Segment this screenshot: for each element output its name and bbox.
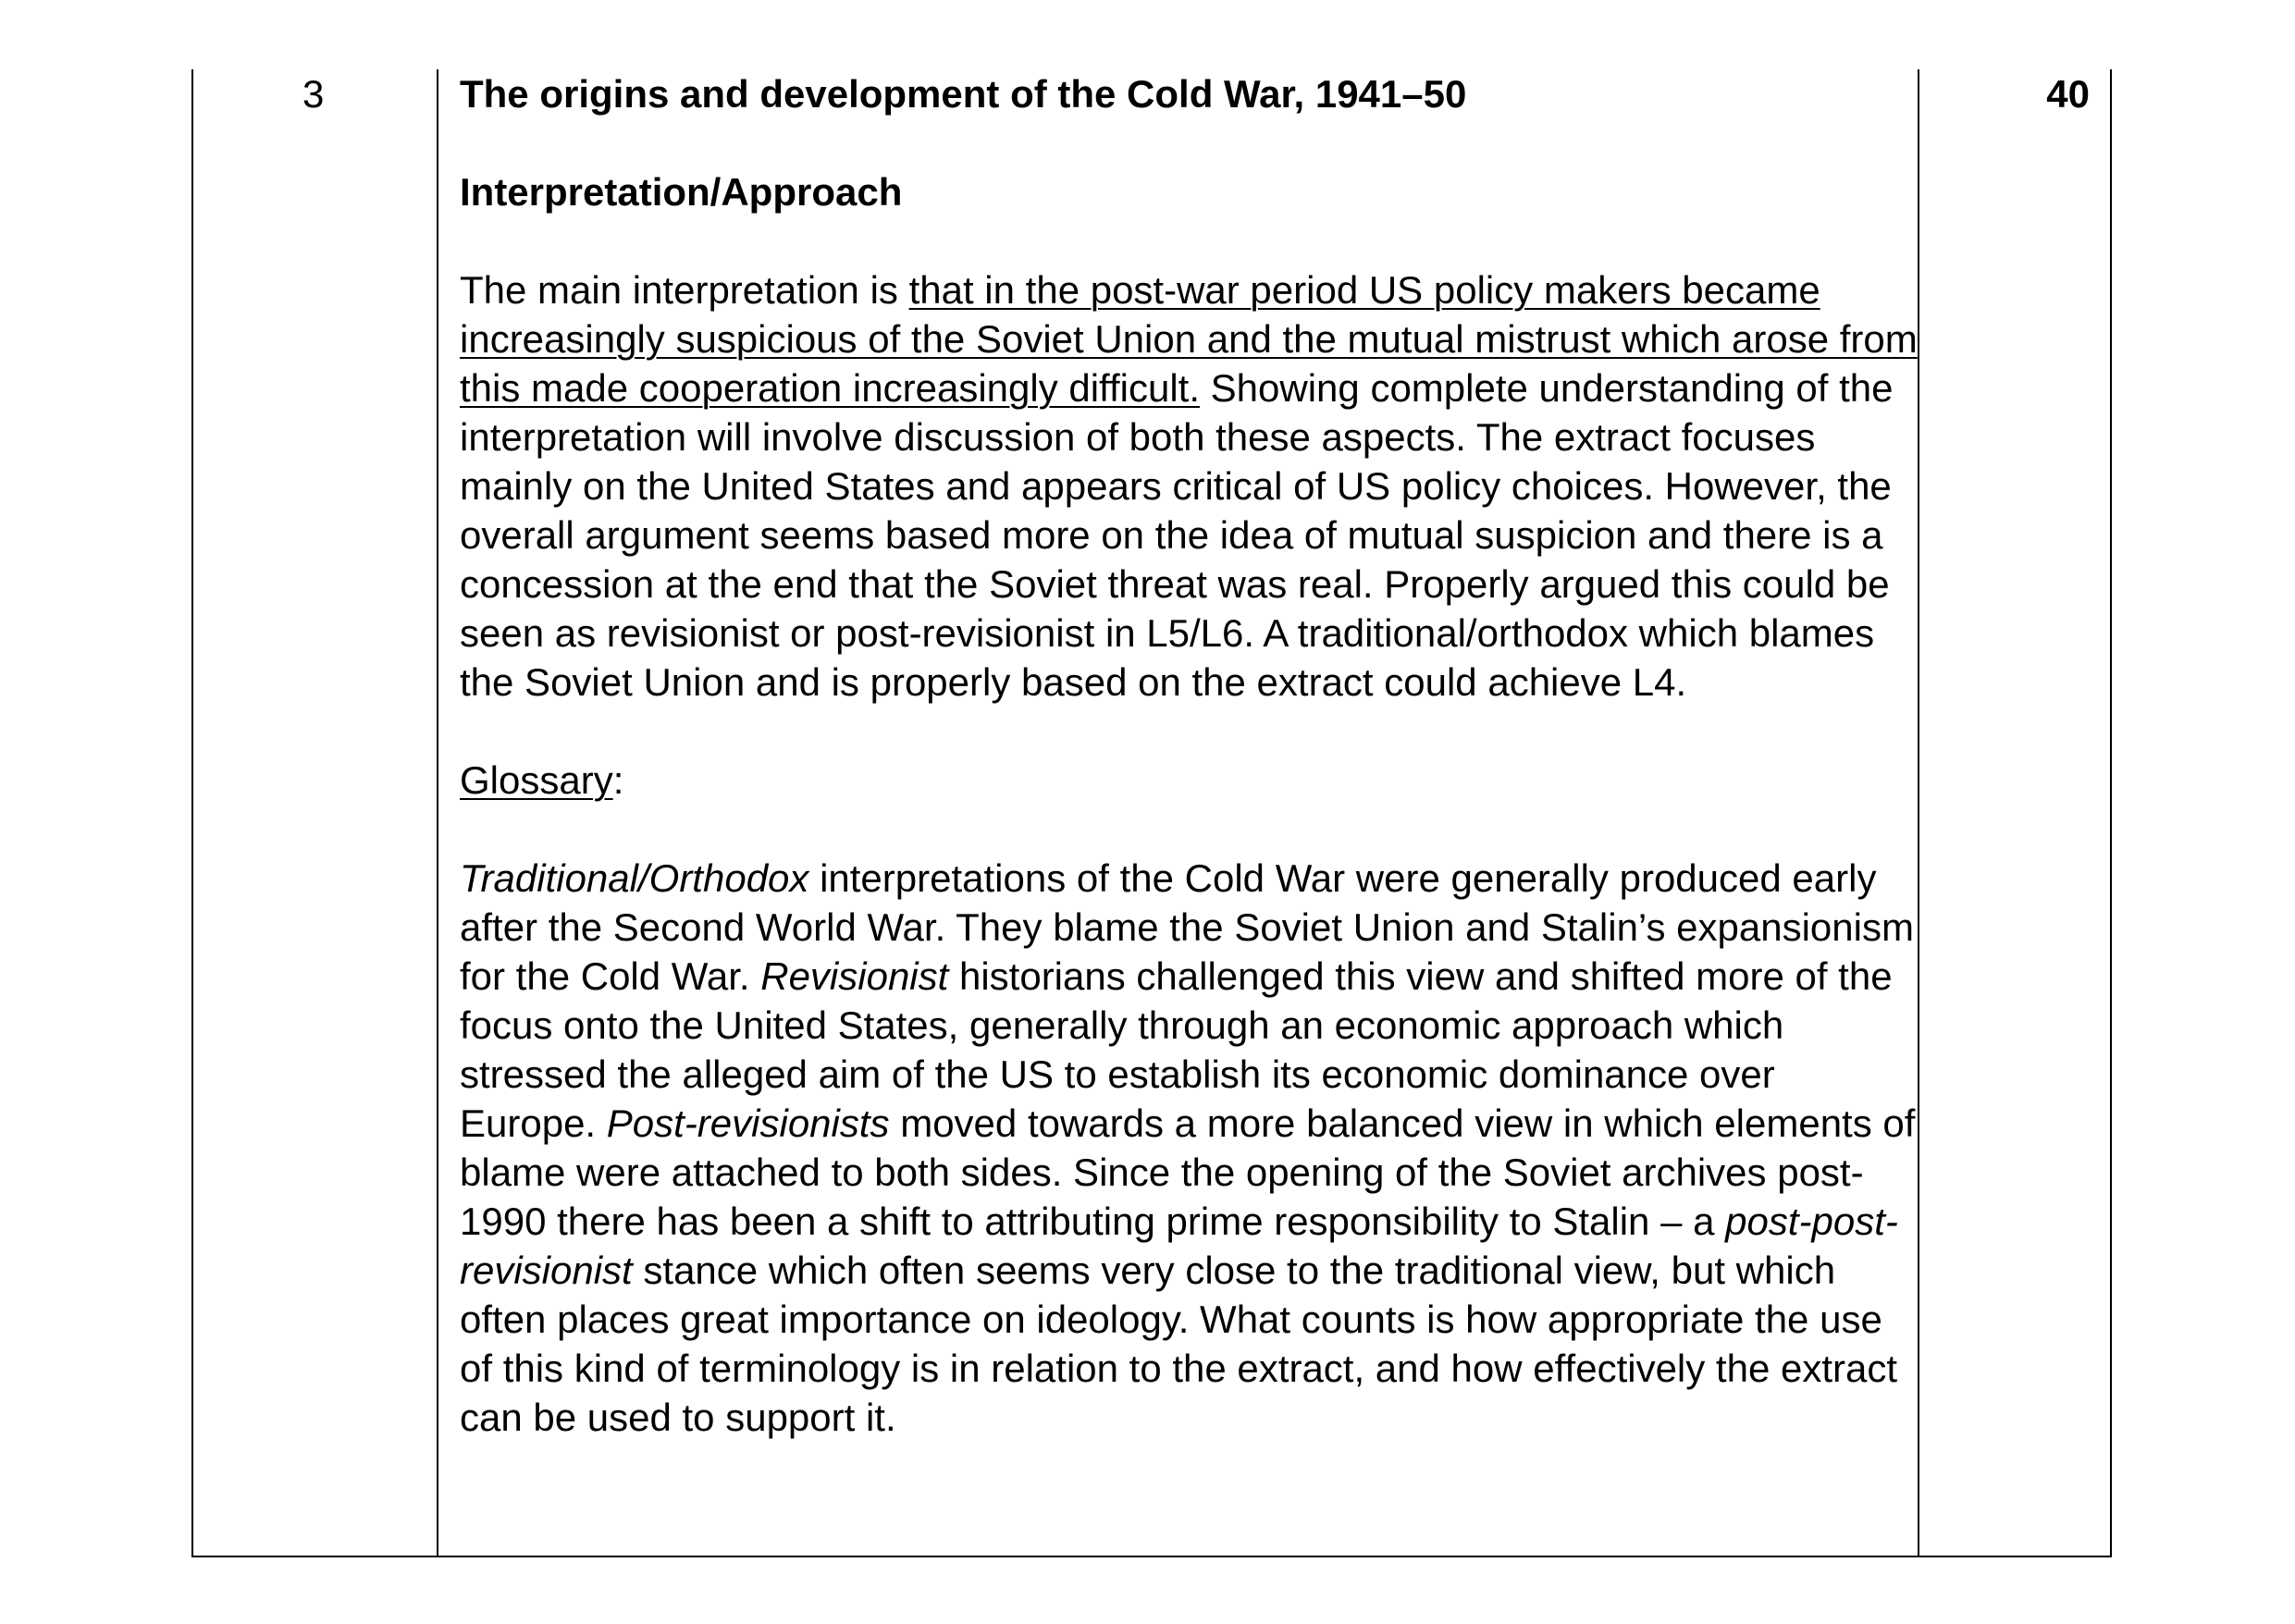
glossary-text-4: stance which often seems very close to the traditional view, but which often places great importance on ideology. What counts is how appropriate the use of this kind of terminology is in relation to the extract, and how effectively the extract can be used to support it.: [460, 1249, 1898, 1439]
interpretation-heading: Interpretation/Approach: [460, 170, 903, 214]
glossary-term-revisionist: Revisionist: [760, 954, 949, 998]
interpretation-intro: The main interpretation is: [460, 268, 909, 312]
interpretation-paragraph: [460, 265, 1921, 707]
glossary-label: Glossary: [460, 758, 613, 802]
question-title: The origins and development of the Cold War, 1941–50: [460, 72, 1467, 116]
glossary-paragraph: [460, 854, 1921, 1442]
table-border-right: [2110, 69, 2112, 1557]
glossary-text-1: interpretations of the Cold War were generally produced early after the Second World War. They blame the Soviet Union and Stalin’s expansionism for the Cold War.: [460, 856, 1914, 998]
table-border-bottom: [191, 1556, 2112, 1557]
interpretation-key-statement: that in the post-war period US policy makers became increasingly suspicious of the Soviet Union and the mutual mistrust which arose from this made cooperation increasingly difficult.: [460, 268, 1918, 410]
mark-scheme-table: [191, 69, 2112, 1557]
glossary-term-post-post-revisionist: post-post-revisionist: [460, 1200, 1898, 1292]
glossary-text-2: historians challenged this view and shifted more of the focus onto the United States, generally through an economic approach which stressed the alleged aim of the US to establish its economic dominance over Europe.: [460, 954, 1893, 1145]
glossary-text-3: moved towards a more balanced view in which elements of blame were attached to both sides. Since the opening of the Soviet archives post-1990 there has been a shift to attributing prime responsibility to Stalin – a: [460, 1101, 1916, 1243]
question-content: [460, 69, 1921, 1442]
interpretation-discussion: Showing complete understanding of the interpretation will involve discussion of both these aspects. The extract focuses mainly on the United States and appears critical of US policy choices. However, the overall argument seems based more on the idea of mutual suspicion and there is a concession at the end that the Soviet threat was real. Properly argued this could be seen as revisionist or post-revisionist in L5/L6. A traditional/orthodox which blames the Soviet Union and is properly based on the extract could achieve L4.: [460, 366, 1894, 704]
question-number: 3: [302, 72, 325, 116]
table-divider-number: [437, 69, 438, 1557]
glossary-heading: [460, 756, 1921, 805]
glossary-term-traditional: Traditional/Orthodox: [460, 856, 809, 900]
glossary-colon: :: [612, 758, 624, 802]
question-marks: 40: [2046, 72, 2090, 116]
table-border-left: [191, 69, 193, 1557]
glossary-term-post-revisionists: Post-revisionists: [606, 1101, 890, 1145]
